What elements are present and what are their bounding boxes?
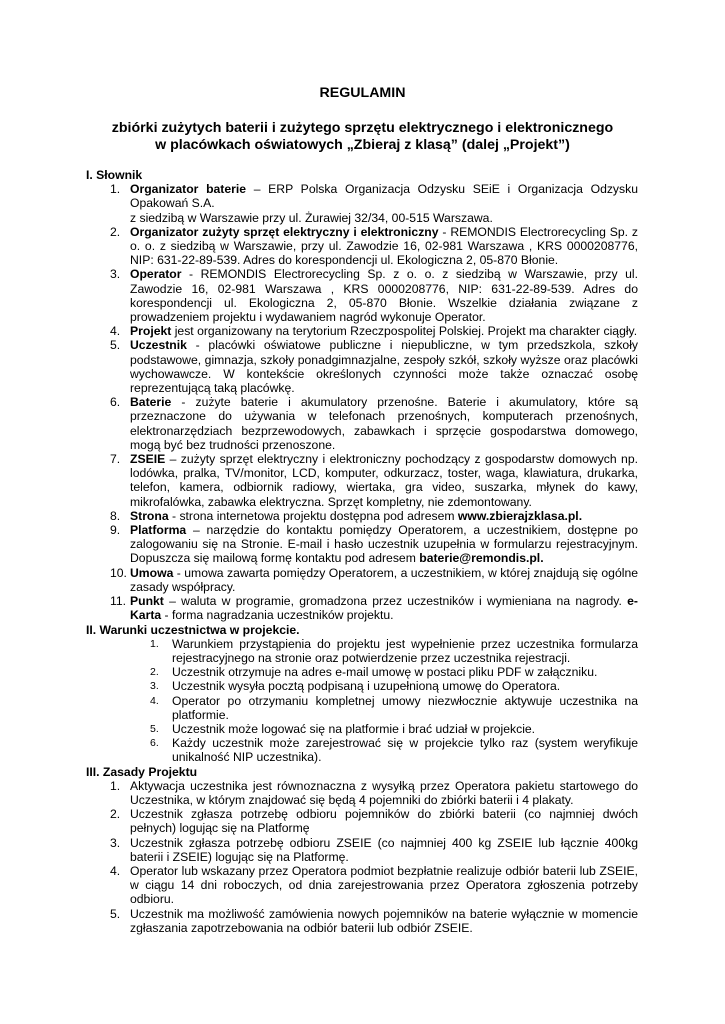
item-number: 6. xyxy=(110,395,121,410)
term: Umowa xyxy=(130,565,174,580)
term: Operator xyxy=(130,267,182,282)
list-item xyxy=(86,665,638,679)
glossary-list xyxy=(86,182,638,622)
item-text: Warunkiem przystąpienia do projektu jest wypełnienie przez uczestnika formularza rejestracyjnego na stronie oraz potwierdzenie przez uczestnika rejestracji. xyxy=(172,636,638,665)
subtitle-line-1: zbiórki zużytych baterii i zużytego sprzętu elektrycznego i elektronicznego xyxy=(111,120,614,136)
item-text: Operator lub wskazany przez Operatora podmiot bezpłatnie realizuje odbiór baterii lub ZSEIE, w ciągu 14 dni roboczych, od dnia zarejestrowania przez Operatora zgłoszenia potrzeby odbioru. xyxy=(130,863,638,907)
item-text: Uczestnik zgłasza potrzebę odbioru ZSEIE (co najmniej 400 kg ZSEIE lub łącznie 400kg baterii i ZSEIE) logując się na Platformę. xyxy=(130,835,638,864)
term: Punkt xyxy=(130,594,164,609)
item-text: Aktywacja uczestnika jest równoznaczna z wysyłką przez Operatora pakietu startowego do Uczestnika, w którym znajdować się będą 4 pojemniki do zbiórki baterii i 4 plakaty. xyxy=(130,778,638,807)
list-item xyxy=(86,736,638,764)
item-number: 2. xyxy=(150,666,159,679)
item-number: 1. xyxy=(110,778,121,793)
page-subtitle xyxy=(60,120,665,154)
document-body xyxy=(86,168,638,935)
list-item xyxy=(86,395,638,452)
section-heading-participation: II. Warunki uczestnictwa w projekcie. xyxy=(86,622,300,637)
item-number: 7. xyxy=(110,452,121,467)
term: Organizator zużyty sprzęt elektryczny i elektroniczny xyxy=(130,224,439,239)
item-text: Uczestnik zgłasza potrzebę odbioru pojemników do zbiórki baterii (co najmniej dwóch pełnych) logując się na Platformę xyxy=(130,807,638,836)
definition: - forma nagradzania uczestników projektu. xyxy=(161,608,394,623)
definition: – ERP Polska Organizacja Odzysku SEiE i Organizacja Odzysku Opakowań S.A. xyxy=(130,182,638,211)
list-item xyxy=(86,267,638,324)
item-number: 6. xyxy=(150,737,159,750)
term: ZSEIE xyxy=(130,452,166,467)
definition: – narzędzie do kontaktu pomiędzy Operatorem, a uczestnikiem, dostępne po zalogowaniu się na Stronie. E-mail i hasło uczestnik uzupełnia w formularzu rejestracyjnym. Dopuszcza się mailową formę kontaktu pod adresem xyxy=(130,523,638,566)
item-text: Uczestnik otrzymuje na adres e-mail umowę w postaci pliku PDF w załączniku. xyxy=(172,665,598,680)
list-item xyxy=(86,509,638,523)
definition: - zużyte baterie i akumulatory przenośne. Baterie i akumulatory, które są przeznaczone do używania w telefonach przenośnych, komputerach przenośnych, elektronarzędziach bezprzewodowych, zabawkach i sprzęcie gospodarstwa domowego, mogą być bez trudności przenoszone. xyxy=(130,395,638,452)
website-link[interactable]: www.zbierajzklasa.pl. xyxy=(457,508,583,523)
item-number: 5. xyxy=(110,906,121,921)
term: Platforma xyxy=(130,523,187,538)
item-number: 3. xyxy=(110,835,121,850)
list-item xyxy=(86,324,638,338)
term: Strona xyxy=(130,508,169,523)
list-item xyxy=(86,694,638,722)
list-item xyxy=(86,807,638,835)
item-number: 4. xyxy=(150,694,159,707)
list-item xyxy=(86,225,638,268)
email-link[interactable]: baterie@remondis.pl. xyxy=(419,551,544,566)
item-number: 4. xyxy=(110,324,121,339)
item-number: 5. xyxy=(110,338,121,353)
definition: jest organizowany na terytorium Rzeczpospolitej Polskiej. Projekt ma charakter ciągły. xyxy=(171,324,638,339)
item-text: Uczestnik wysyła pocztą podpisaną i uzupełnioną umowę do Operatora. xyxy=(172,679,561,694)
item-text: Uczestnik może logować się na platformie i brać udział w projekcie. xyxy=(172,721,536,736)
list-item xyxy=(86,836,638,864)
term: Projekt xyxy=(130,324,172,339)
item-number: 11. xyxy=(110,594,127,609)
list-item xyxy=(86,907,638,935)
term: Baterie xyxy=(130,395,172,410)
page-title: REGULAMIN xyxy=(319,85,406,101)
item-number: 1. xyxy=(110,182,121,197)
term: Uczestnik xyxy=(130,338,187,353)
list-item xyxy=(86,679,638,693)
definition: – waluta w programie, gromadzona przez uczestników i wymieniana na nagrody. xyxy=(163,594,628,609)
list-item xyxy=(86,182,638,225)
item-number: 4. xyxy=(110,863,121,878)
section-heading-rules: III. Zasady Projektu xyxy=(86,764,198,779)
list-item xyxy=(86,523,638,566)
definition: - REMONDIS Electrorecycling Sp. z o. o. z siedzibą w Warszawie, przy ul. Zawodzie 16, 02-981 Warszawa , KRS 0000208776, NIP: 631-22-89-539. Adres do korespondencji ul. Ekologiczna 2, 05-870 Błonie. Wszelkie działania związane z prowadzeniem projektu i wydawaniem nagród wykonuje Operator. xyxy=(130,267,638,325)
participation-list xyxy=(86,637,638,765)
definition: – zużyty sprzęt elektryczny i elektroniczny pochodzący z gospodarstw domowych np. lodówka, pralka, TV/monitor, LCD, komputer, odkurzacz, toster, waga, klawiatura, drukarka, telefon, kamera, odbiornik radiowy, wiertaka, gra video, suszarka, młynek do kawy, mikrofalówka, zabawka elektryczna. Sprzęt kompletny, nie zdemontowany. xyxy=(130,452,638,509)
list-item xyxy=(86,594,638,622)
list-item xyxy=(86,637,638,665)
list-item xyxy=(86,338,638,395)
definition-extra: z siedzibą w Warszawie przy ul. Żurawiej 32/34, 00-515 Warszawa. xyxy=(130,210,493,225)
item-text: Uczestnik ma możliwość zamówienia nowych pojemników na baterie wyłącznie w momencie zgłaszania zapotrzebowania na odbiór baterii lub odbiór ZSEIE. xyxy=(130,906,638,935)
item-number: 5. xyxy=(150,722,159,735)
term: e-Karta xyxy=(130,594,638,623)
list-item xyxy=(86,452,638,509)
term: Organizator baterie xyxy=(130,182,247,197)
subtitle-line-2: w placówkach oświatowych „Zbieraj z klasą” (dalej „Projekt”) xyxy=(155,137,570,153)
item-number: 3. xyxy=(110,267,121,282)
list-item xyxy=(86,566,638,594)
item-number: 8. xyxy=(110,508,121,523)
list-item xyxy=(86,722,638,736)
item-number: 9. xyxy=(110,523,121,538)
item-text: Każdy uczestnik może zarejestrować się w projekcie tylko raz (system weryfikuje unikalność NIP uczestnika). xyxy=(172,736,638,765)
definition: - strona internetowa projektu dostępna pod adresem xyxy=(168,508,458,523)
item-number: 10. xyxy=(110,565,127,580)
item-number: 1. xyxy=(150,637,159,650)
item-text: Operator po otrzymaniu kompletnej umowy niezwłocznie aktywuje uczestnika na platformie. xyxy=(172,693,638,722)
definition: - umowa zawarta pomiędzy Operatorem, a uczestnikiem, w której znajdują się ogólne zasady współpracy. xyxy=(130,565,638,594)
section-heading-glossary: I. Słownik xyxy=(86,168,143,182)
definition: - REMONDIS Electrorecycling Sp. z o. o. z siedzibą w Warszawie, przy ul. Zawodzie 16, 02-981 Warszawa , KRS 0000208776, NIP: 631-22-89-539. Adres do korespondencji ul. Ekologiczna 2, 05-870 Błonie. xyxy=(130,224,638,268)
definition: - placówki oświatowe publiczne i niepubliczne, w tym przedszkola, szkoły podstawowe, gimnazja, szkoły ponadgimnazjalne, zespoły szkół, szkoły wyższe oraz placówki wychowawcze. W kontekście określonych czynności może także oznaczać osobę reprezentującą taką placówkę. xyxy=(130,338,638,396)
list-item xyxy=(86,779,638,807)
item-number: 3. xyxy=(150,680,159,693)
list-item xyxy=(86,864,638,907)
item-number: 2. xyxy=(110,807,121,822)
rules-list xyxy=(86,779,638,935)
item-number: 2. xyxy=(110,224,121,239)
